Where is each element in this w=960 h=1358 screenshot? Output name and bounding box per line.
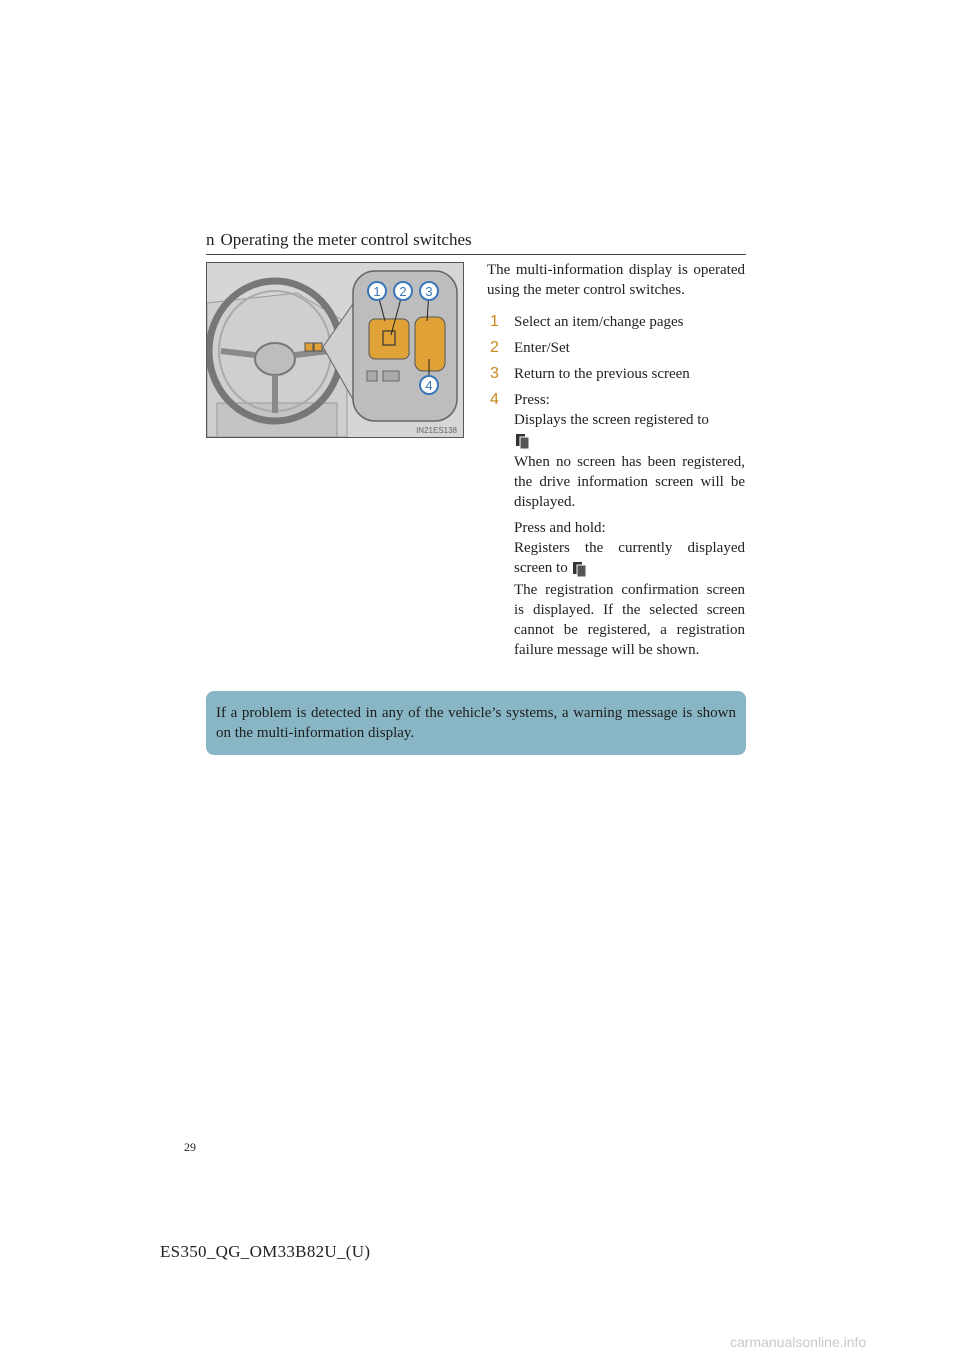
press-text: Displays the screen registered to	[514, 412, 709, 428]
list-item	[487, 364, 745, 384]
registered-screen-icon	[514, 433, 530, 449]
instructions-column	[487, 260, 745, 666]
press-label: Press:	[514, 392, 550, 408]
hold-note: The registration confirmation screen is displayed. If the selected screen cannot be registered, a registration failure message will be shown.	[514, 582, 745, 658]
list-item	[487, 312, 745, 332]
item-number: 2	[490, 339, 499, 356]
intro-text: The multi-information display is operated using the meter control switches.	[487, 262, 745, 298]
page-number: 29	[184, 1140, 196, 1154]
watermark-text: carmanualsonline.info	[730, 1334, 867, 1350]
callout-4: 4	[425, 378, 433, 393]
document-code: ES350_QG_OM33B82U_(U)	[160, 1242, 371, 1261]
callout-1: 1	[373, 284, 381, 299]
callout-3: 3	[425, 284, 433, 299]
item-number: 1	[490, 313, 499, 330]
section-heading	[206, 228, 746, 255]
item-text: Return to the previous screen	[514, 366, 690, 382]
item-number: 3	[490, 365, 499, 382]
figure-code: IN21ES138	[416, 426, 457, 435]
note-text: If a problem is detected in any of the vehicle’s systems, a warning message is shown on the multi-information display.	[216, 705, 736, 741]
steering-wheel-illustration	[206, 262, 464, 438]
press-note: When no screen has been registered, the drive information screen will be displayed.	[514, 454, 745, 510]
registered-screen-icon	[571, 561, 587, 577]
hold-text-content: Registers the currently displayed screen to	[514, 540, 745, 576]
item-text: Enter/Set	[514, 340, 570, 356]
item-text: Select an item/change pages	[514, 314, 684, 330]
list-item	[487, 390, 745, 660]
callout-2: 2	[399, 284, 407, 299]
switch-list	[487, 312, 745, 660]
press-icon-line	[514, 430, 745, 452]
info-note-box	[206, 691, 746, 755]
section-title: Operating the meter control switches	[220, 230, 472, 249]
list-item	[487, 338, 745, 358]
section-marker: n	[206, 230, 215, 249]
hold-label: Press and hold:	[514, 520, 606, 536]
item-number: 4	[490, 391, 499, 408]
hold-text	[514, 538, 745, 578]
steering-wheel-drawing	[207, 263, 463, 437]
